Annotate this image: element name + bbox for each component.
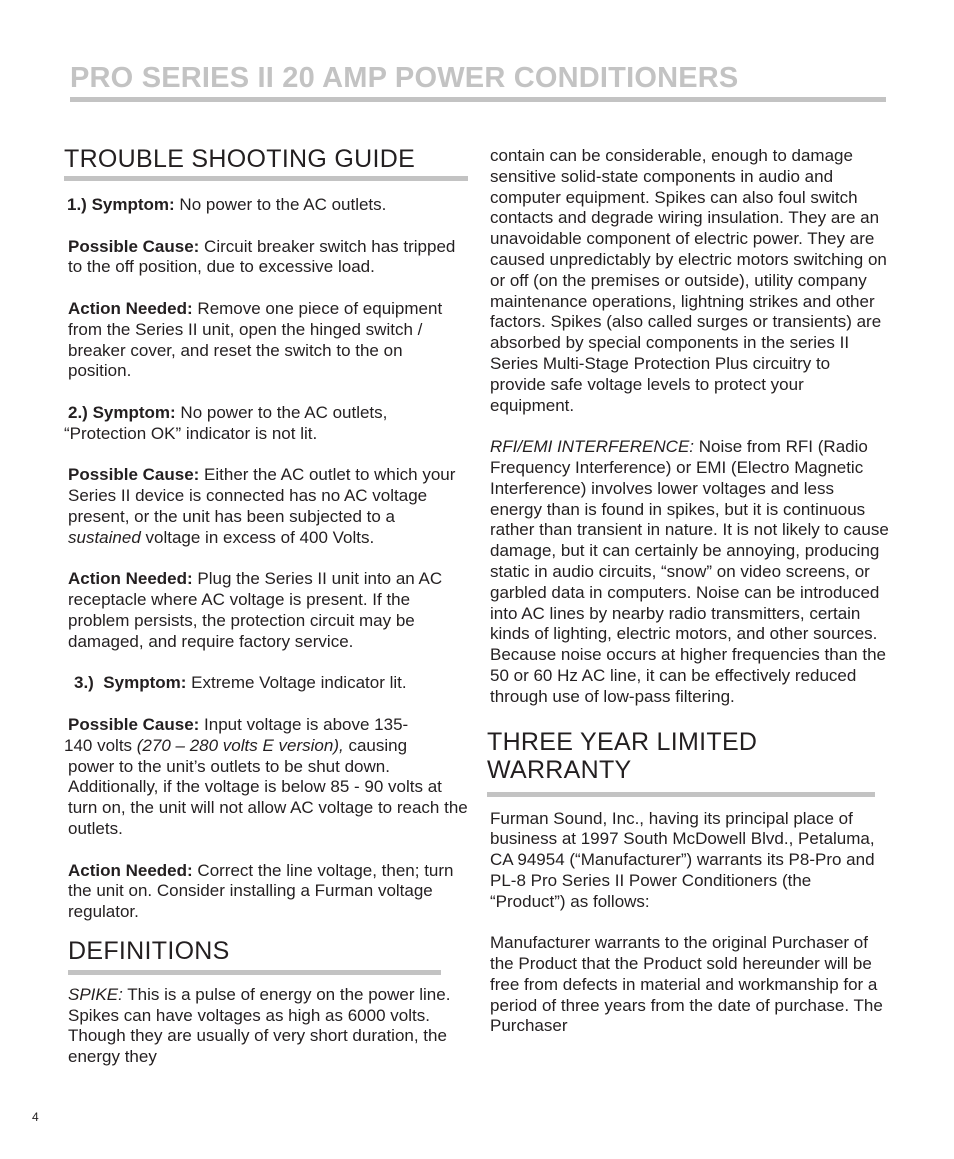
spike-text: This is a pulse of energy on the power line. Spikes can have voltages as high as 6000 volts. Though they are usually of very short duration, the energy they xyxy=(68,984,451,1067)
item2-number: 2.) xyxy=(68,402,88,422)
rfi-label: RFI/EMI INTERFERENCE: xyxy=(490,437,695,457)
spike-label: SPIKE: xyxy=(68,984,123,1004)
item3-symptom xyxy=(64,673,468,694)
title-rule xyxy=(70,97,886,102)
item1-action-text: Remove one piece of equipment from the Series II unit, open the hinged switch / breaker cover, and reset the switch to the on position. xyxy=(68,298,443,381)
page-title: PRO SERIES II 20 AMP POWER CONDITIONERS xyxy=(70,62,739,94)
section-rule xyxy=(64,176,468,181)
item3-number: 3.) xyxy=(74,673,94,693)
item2-cause-text-b: voltage in excess of 400 Volts. xyxy=(140,527,375,547)
item1-symptom xyxy=(64,195,468,216)
item1-action xyxy=(64,299,468,382)
item3-cause-label: Possible Cause: xyxy=(68,714,200,734)
item2-action-text: Plug the Series II unit into an AC receptacle where AC voltage is present. If the problem persists, the protection circuit may be damaged, and require factory service. xyxy=(68,569,443,651)
section-rule xyxy=(68,970,441,975)
item1-symptom-text: No power to the AC outlets. xyxy=(174,195,387,214)
item2-cause xyxy=(64,465,468,548)
item3-cause-text-d: power to the unit’s outlets to be shut down. Additionally, if the voltage is below 85 - 90 volts at turn on, the unit will not allow AC voltage to reach the outlets. xyxy=(68,756,468,838)
item3-action-text: Correct the line voltage, then; turn the unit on. Consider installing a Furman voltage regulator. xyxy=(68,860,454,922)
item1-cause-text: Circuit breaker switch has tripped to the off position, due to excessive load. xyxy=(68,236,456,277)
item2-cause-label: Possible Cause: xyxy=(68,465,200,485)
spike-definition xyxy=(64,985,468,1068)
item1-symptom-label: Symptom: xyxy=(91,195,175,214)
item3-cause-text-c: causing xyxy=(343,735,408,755)
item3-cause-text-b: 140 volts xyxy=(64,735,137,755)
left-column xyxy=(64,145,468,1068)
item3-cause-emphasis: (270 – 280 volts E version), xyxy=(136,735,344,755)
item1-action-label: Action Needed: xyxy=(68,298,193,318)
definitions-heading: DEFINITIONS xyxy=(68,936,230,965)
item3-action xyxy=(64,861,468,923)
troubleshooting-heading: TROUBLE SHOOTING GUIDE xyxy=(64,145,416,173)
item1-cause-label: Possible Cause: xyxy=(68,236,200,256)
warranty-heading-line-1: THREE YEAR LIMITED xyxy=(487,727,758,756)
item3-action-label: Action Needed: xyxy=(68,860,193,880)
right-column xyxy=(487,146,890,1037)
item2-symptom-label: Symptom: xyxy=(92,402,176,422)
item3-symptom-label: Symptom: xyxy=(103,673,187,693)
item2-cause-text-a: Either the AC outlet to which your Series II device is connected has no AC voltage present, or the unit has been subjected to a xyxy=(68,465,456,526)
rfi-definition xyxy=(490,437,890,707)
page-number: 4 xyxy=(32,1110,39,1124)
warranty-paragraph-1: Furman Sound, Inc., having its principal place of business at 1997 South McDowell Blvd., Petaluma, CA 94954 (“Manufacturer”) warrants its P8-Pro and PL-8 Pro Series II Power Conditioners (the “Product”) as follows: xyxy=(490,808,875,911)
item2-action xyxy=(64,569,468,652)
item2-action-label: Action Needed: xyxy=(68,569,193,589)
item2-cause-emphasis: sustained xyxy=(68,527,141,547)
item3-cause-text-a: Input voltage is above 135- xyxy=(199,714,409,734)
warranty-paragraph-2: Manufacturer warrants to the original Purchaser of the Product that the Product sold hereunder will be free from defects in material and workmanship for a period of three years from the date of purchase. The Purchaser xyxy=(490,933,883,1036)
item1-cause xyxy=(64,237,468,279)
spike-definition-continued: contain can be considerable, enough to damage sensitive solid-state components in audio and computer equipment. Spikes can also foul switch contacts and degrade wiring insulation. They are an unavoidable component of electric power. They are caused unpredictably by electric motors switching on or off (on the premises or outside), utility company maintenance operations, lightning strikes and other factors. Spikes (also called surges or transients) are absorbed by special components in the series II Series Multi-Stage Protection Plus circuitry to provide safe voltage levels to protect your equipment. xyxy=(490,146,887,415)
item3-cause xyxy=(64,715,468,840)
section-rule xyxy=(487,792,875,797)
item1-number: 1.) xyxy=(67,195,87,214)
warranty-heading xyxy=(487,728,890,784)
rfi-text: Noise from RFI (Radio Frequency Interference) or EMI (Electro Magnetic Interference) involves lower voltages and less energy than is found in spikes, but it is continuous rather than transient in nature. It is not likely to cause damage, but it can certainly be annoying, producing static in audio circuits, “snow” on video screens, or garbled data in computers. Noise can be introduced into AC lines by nearby radio transmitters, certain kinds of lighting, electric motors, and other sources. Because noise occurs at higher frequencies than the 50 or 60 Hz AC line, it can be effectively reduced through use of low-pass filtering. xyxy=(490,437,889,706)
item2-symptom xyxy=(64,403,468,445)
item3-symptom-text: Extreme Voltage indicator lit. xyxy=(186,673,407,693)
item2-symptom-text-2: “Protection OK” indicator is not lit. xyxy=(64,423,318,443)
item2-symptom-text: No power to the AC outlets, xyxy=(175,402,388,422)
warranty-heading-line-2: WARRANTY xyxy=(487,755,632,784)
